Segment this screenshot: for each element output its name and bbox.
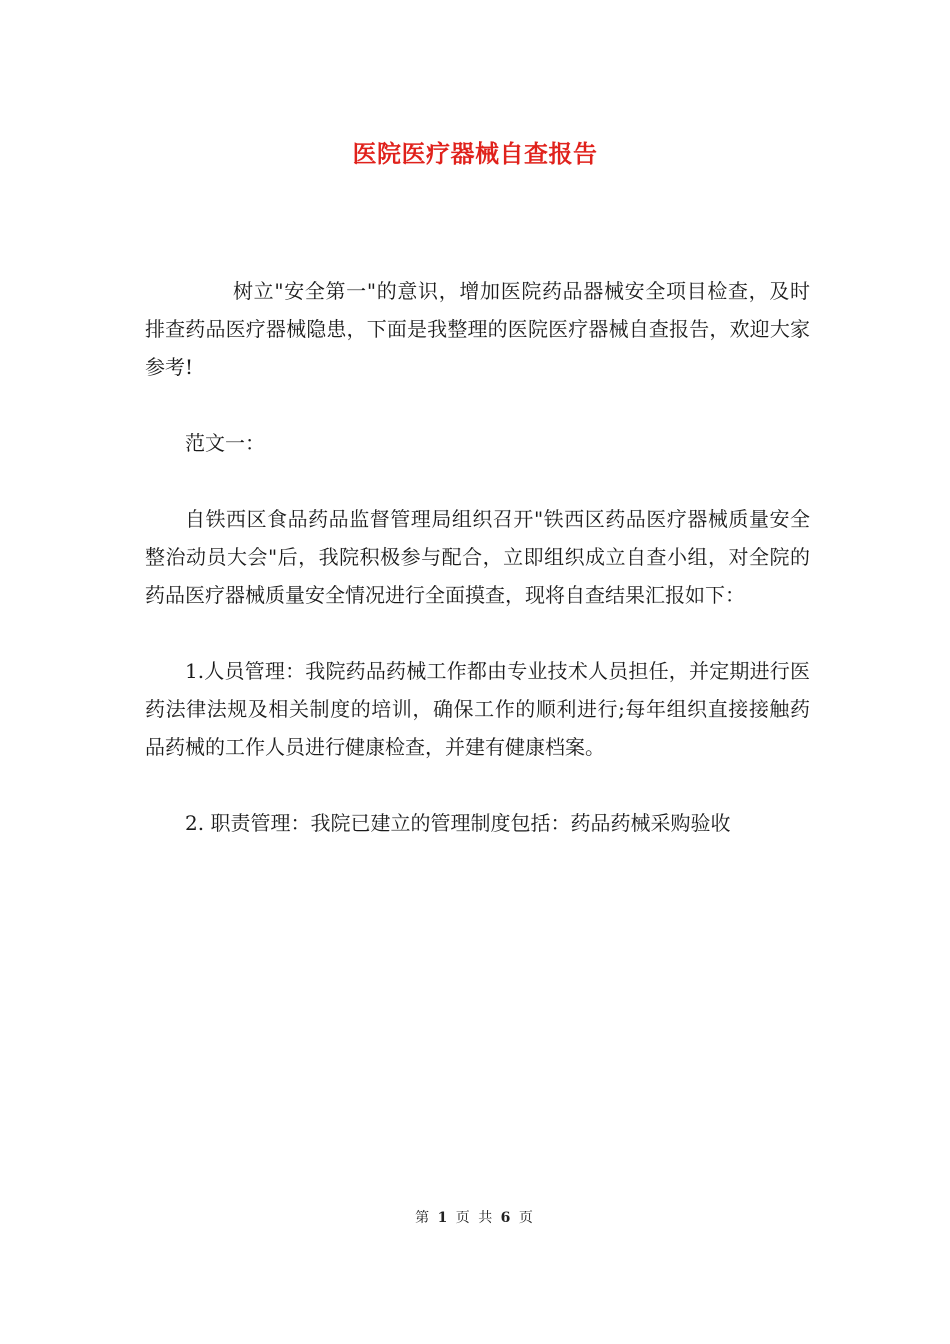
- footer-prefix: 第: [415, 1210, 432, 1226]
- intro-paragraph: 树立"安全第一"的意识，增加医院药品器械安全项目检查，及时排查药品医疗器械隐患，下面是我整理的医院医疗器械自查报告，欢迎大家参考!: [145, 279, 810, 379]
- footer-page-number: 1: [437, 1210, 450, 1226]
- sample-heading: 范文一：: [185, 431, 265, 455]
- document-body: [145, 272, 810, 880]
- body-paragraph: 自铁西区食品药品监督管理局组织召开"铁西区药品医疗器械质量安全整治动员大会"后，我院积极参与配合，立即组织成立自查小组，对全院的药品医疗器械质量安全情况进行全面摸查，现将自查结果汇报如下：: [145, 507, 810, 607]
- footer-total-pages: 6: [500, 1210, 513, 1226]
- page-footer: [0, 1208, 950, 1228]
- list-item-personnel: 1.人员管理：我院药品药械工作都由专业技术人员担任，并定期进行医药法律法规及相关制度的培训，确保工作的顺利进行;每年组织直接接触药品药械的工作人员进行健康检查，并建有健康档案。: [145, 659, 810, 759]
- list-item-duties: 2. 职责管理：我院已建立的管理制度包括：药品药械采购验收: [185, 811, 731, 835]
- document-title: 医院医疗器械自查报告: [352, 139, 598, 168]
- footer-suffix: 页: [518, 1210, 535, 1226]
- footer-middle: 页 共: [455, 1210, 495, 1226]
